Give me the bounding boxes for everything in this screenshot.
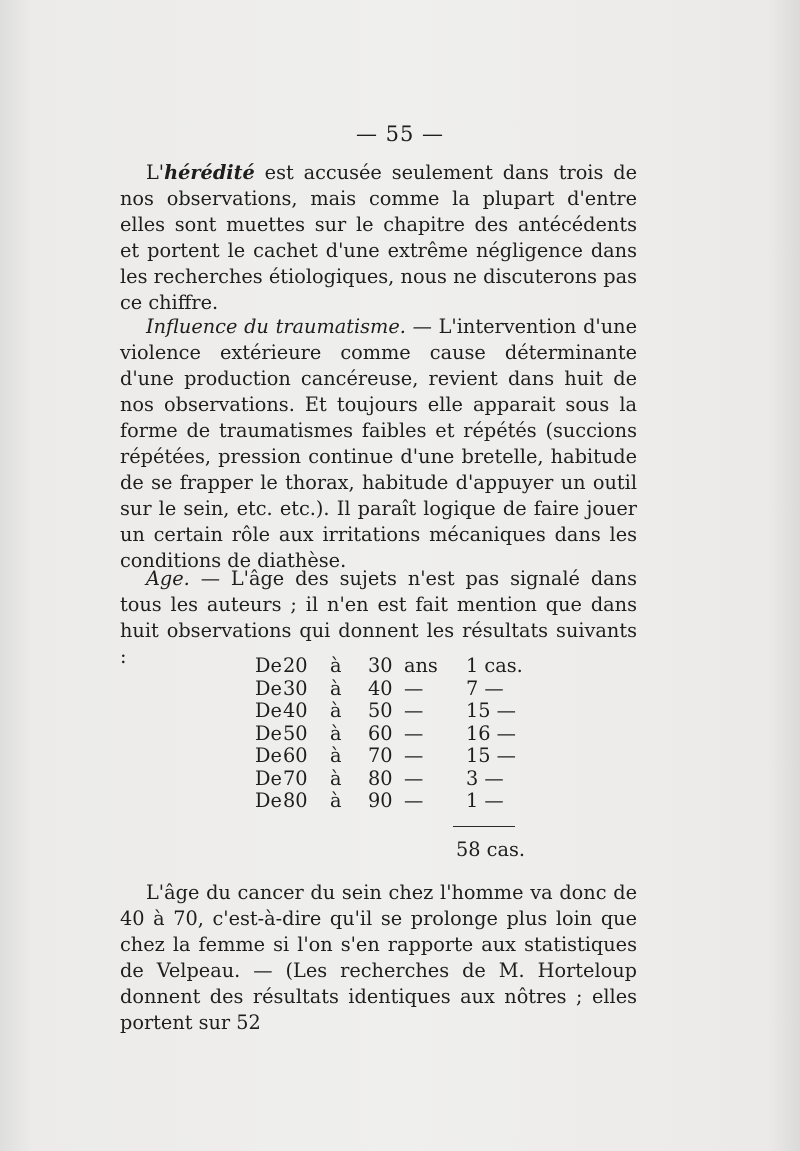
conclusion-text: L'âge du cancer du sein chez l'homme va donc de 40 à 70, c'est-à-dire qu'il se prolonge plus loin que chez la femme si l'on s'en rapporte aux statistiques de Velpeau. — (Les recherches de M. Horteloup donnent des résultats identiques aux nôtres ; elles portent sur 52: [120, 881, 637, 1034]
age-row-unit: —: [404, 789, 424, 812]
age-row: [255, 745, 555, 768]
age-row-de: De: [255, 654, 282, 677]
age-row-unit: —: [404, 676, 424, 700]
age-row-from: 70: [283, 766, 308, 790]
age-row-unit: ans: [404, 654, 438, 677]
age-row-to: 80: [368, 766, 393, 790]
age-row-a: à: [330, 676, 342, 700]
age-row-from: 50: [283, 721, 308, 745]
age-table-total: 58 cas.: [456, 838, 525, 861]
age-row-from: 30: [283, 676, 308, 700]
age-row-from: 60: [283, 744, 308, 767]
age-row-to: 60: [368, 721, 393, 745]
paragraph-conclusion: [120, 880, 637, 1036]
heredite-text: est accusée seulement dans trois de nos observations, mais comme la plupart d'entre elles sont muettes sur le chapitre des antécédents et portent le cachet d'une extrême négligence dans les recherches étiologiques, nous ne discuterons pas ce chiffre.: [120, 161, 637, 314]
age-row: [255, 655, 555, 678]
age-row-de: De: [255, 721, 282, 745]
traumatisme-term: Influence du traumatisme.: [146, 315, 406, 338]
age-row-a: à: [330, 654, 342, 677]
age-row-de: De: [255, 676, 282, 700]
age-row-de: De: [255, 744, 282, 767]
age-row-a: à: [330, 766, 342, 790]
age-row-to: 50: [368, 699, 393, 722]
traumatisme-text: — L'intervention d'une violence extérieure comme cause déterminante d'une production cancéreuse, revient dans huit de nos observations. Et toujours elle apparait sous la forme de traumatismes faibles et répétés (succions répétées, pression continue d'une bretelle, habitude de se frapper le thorax, habitude d'appuyer un outil sur le sein, etc. etc.). Il paraît logique de faire jouer un certain rôle aux irritations mécaniques dans les conditions de diathèse.: [120, 315, 637, 572]
age-row-from: 40: [283, 699, 308, 722]
age-row-cases: 16 —: [466, 721, 516, 745]
age-row-a: à: [330, 699, 342, 722]
heredite-term: hérédité: [164, 161, 255, 184]
age-row: [255, 723, 555, 746]
age-row-cases: 1 cas.: [466, 654, 523, 677]
age-row-cases: 1 —: [466, 789, 504, 812]
age-term: Age.: [146, 567, 190, 590]
total-rule: [453, 826, 515, 827]
age-row-to: 90: [368, 789, 393, 812]
age-row-a: à: [330, 721, 342, 745]
paragraph-heredite: [120, 160, 637, 316]
age-row-cases: 15 —: [466, 744, 516, 767]
age-row-unit: —: [404, 744, 424, 767]
age-row-de: De: [255, 699, 282, 722]
age-row-from: 20: [283, 654, 308, 677]
age-row-unit: —: [404, 699, 424, 722]
age-row: [255, 678, 555, 701]
age-row-unit: —: [404, 766, 424, 790]
age-row: [255, 790, 555, 813]
age-table: [255, 655, 555, 813]
page-number: — 55 —: [355, 122, 445, 146]
age-row-cases: 7 —: [466, 676, 504, 700]
paragraph-traumatisme: [120, 314, 637, 574]
age-row-a: à: [330, 789, 342, 812]
age-row-cases: 15 —: [466, 699, 516, 722]
age-row-a: à: [330, 744, 342, 767]
age-row-de: De: [255, 789, 282, 812]
age-row: [255, 700, 555, 723]
age-row-from: 80: [283, 789, 308, 812]
age-text: — L'âge des sujets n'est pas signalé dans tous les auteurs ; il n'en est fait mention que dans huit observations qui donnent les résultats suivants :: [120, 567, 637, 668]
age-row: [255, 768, 555, 791]
age-row-de: De: [255, 766, 282, 790]
age-row-to: 40: [368, 676, 393, 700]
heredite-lead: L': [146, 161, 165, 184]
age-row-to: 70: [368, 744, 393, 767]
age-row-cases: 3 —: [466, 766, 504, 790]
age-row-unit: —: [404, 721, 424, 745]
age-row-to: 30: [368, 654, 393, 677]
